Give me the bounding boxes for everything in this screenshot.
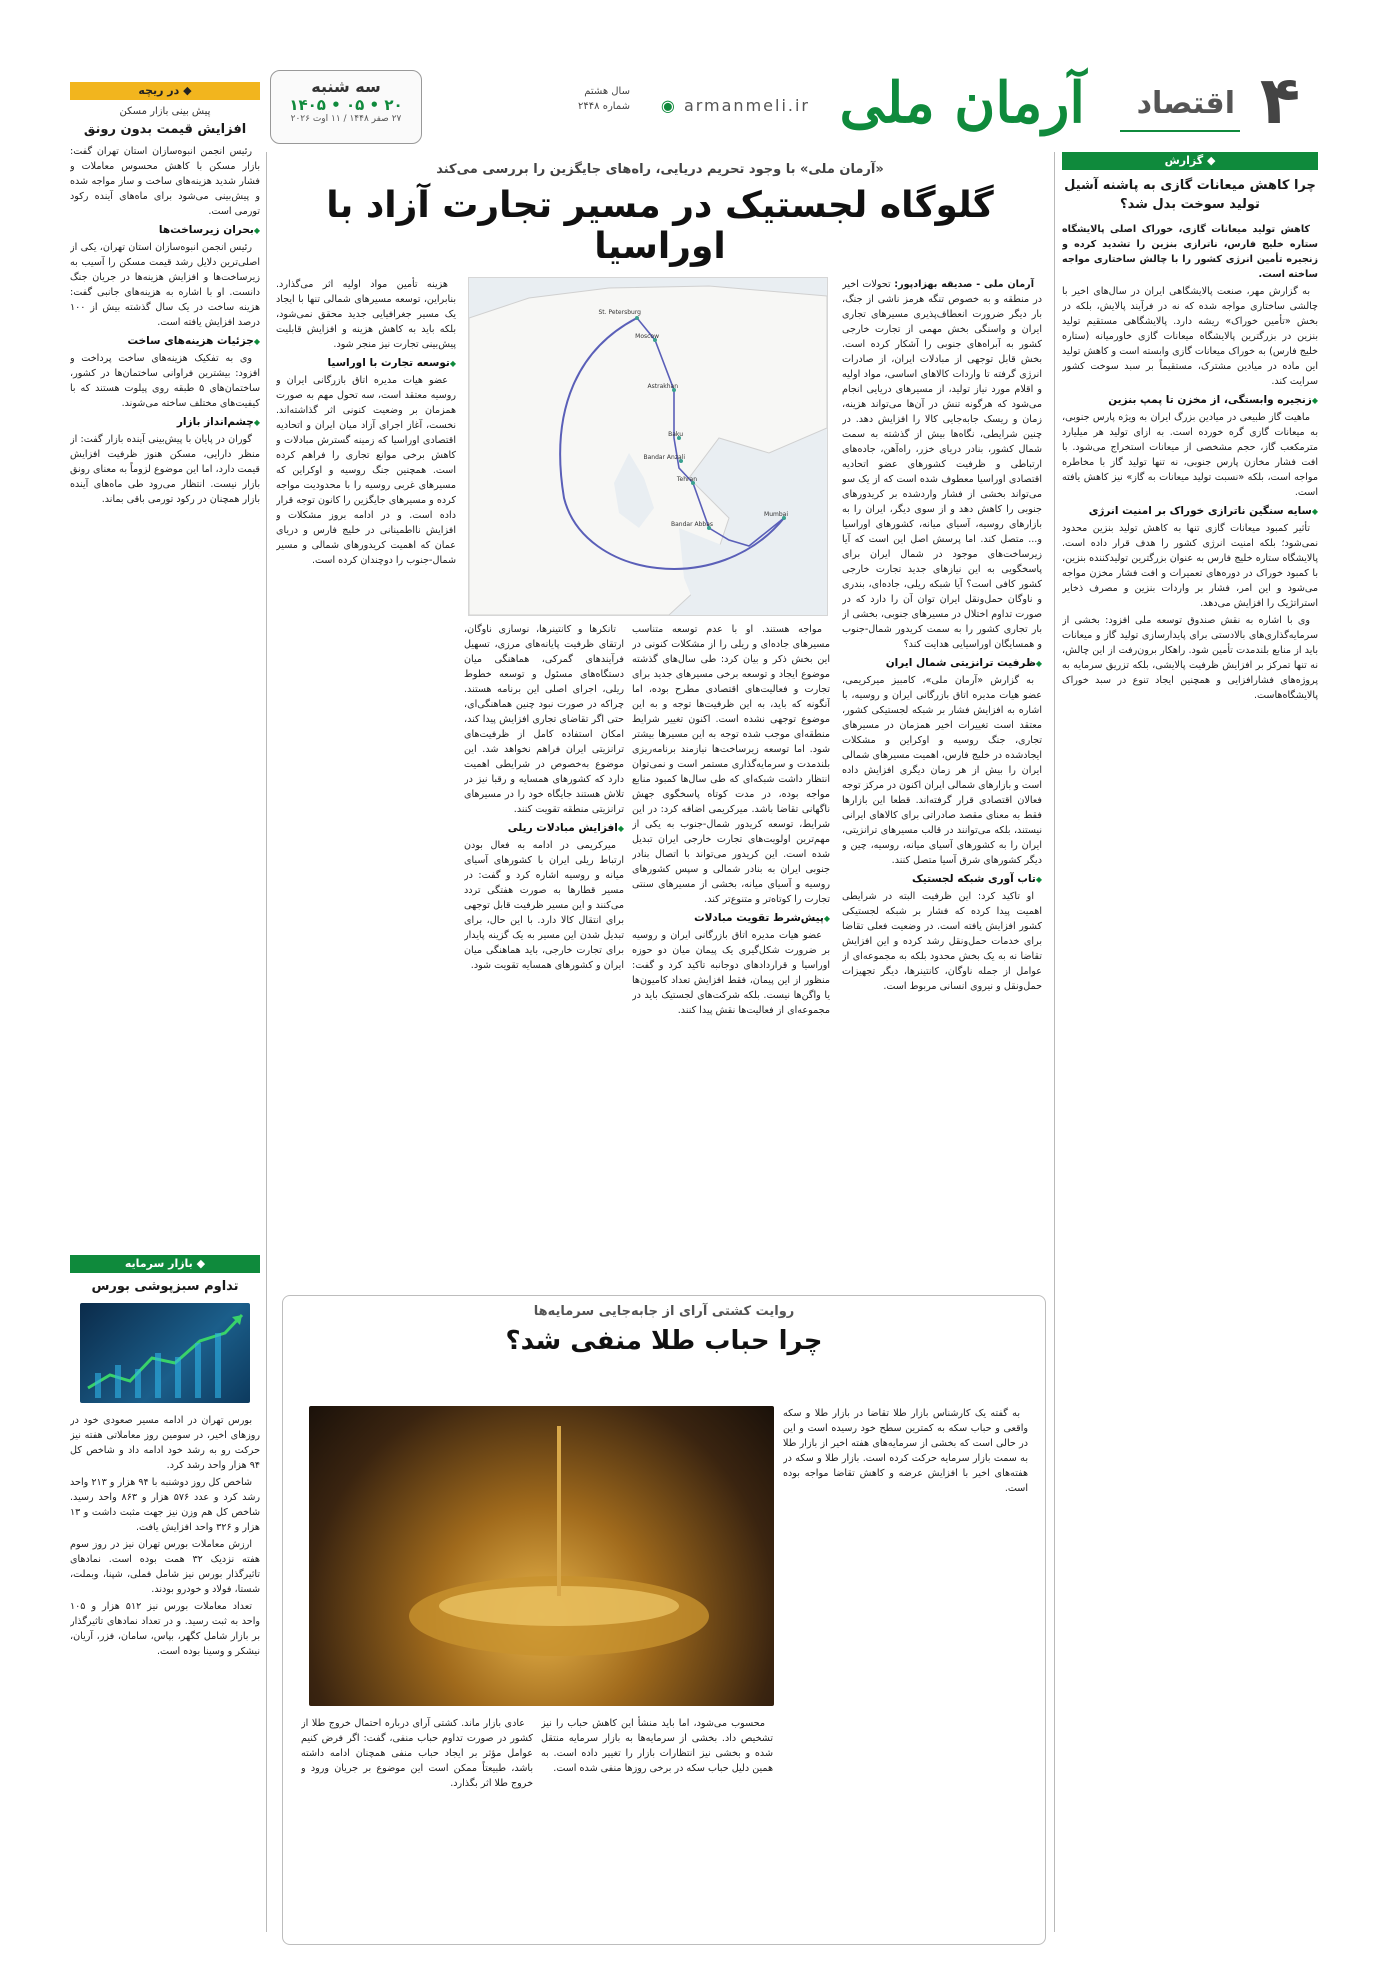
scale-icon: [309, 1406, 774, 1706]
report-tag: ◆ گزارش: [1062, 152, 1318, 170]
map-graphic: [469, 278, 827, 615]
subhead-capacity: ◆ ظرفیت ترانزیتی شمال ایران: [842, 656, 1042, 671]
article-column-4: هزینه تأمین مواد اولیه اثر می‌گذارد. بنابراین، توسعه مسیرهای شمالی تنها با ایجاد یک مسیر جغرافیایی جدید محقق نمی‌شود، بلکه باید به کاهش هزینه و افزایش قابلیت پیش‌بینی تجارت نیز منجر شود. ◆ توسعه تجارت با اوراسیا عضو هیات مدیره اتاق بازرگانی ایران و روسیه معتقد است، سه تحول مهم به صورت همزمان بر وضعیت کنونی اثر گذاشته‌اند. نخست، آغاز اجرای آزاد میان ایران و اتحادیه اقتصادی اوراسیا که زمینه گسترش مبادلات و کاهش برخی موانع تجاری را فراهم کرده است. همچنین جنگ روسیه و اوکراین که مسیرهای غربی روسیه را با محدودیت مواجه کرده و مسیرهای جایگزین را کانون توجه قرار داده است. و در ادامه بروز مشکلات و افزایش نااطمینانی در خلیج فارس و دریای عمان که اهمیت کریدورهای شمالی و مسیر شمال-جنوب را دوچندان کرده است.: [276, 277, 456, 1285]
gold-headline: چرا حباب طلا منفی شد؟: [505, 1326, 823, 1356]
gold-text-c: عادی بازار ماند. کشتی آرای درباره احتمال خروج طلا از کشور در صورت تداوم حباب منفی، گفت: اگر فرض کنیم عوامل مؤثر بر ایجاد حباب منفی همچنان ادامه داشته باشد، طبیعتاً ممکن است این موضوع بر جریان ورود و خروج طلا اثر بگذارد.: [301, 1718, 533, 1789]
issue-info: سال هشتم شماره ۲۴۴۸: [578, 86, 630, 112]
map-city: Moscow: [635, 333, 659, 340]
route-map: [468, 277, 828, 616]
date-box: [270, 70, 422, 144]
date-other: ۲۷ صفر ۱۴۴۸ / ۱۱ اوت ۲۰۲۶: [290, 114, 402, 124]
map-city: Tehran: [676, 476, 697, 483]
map-city: Mumbai: [764, 511, 788, 518]
gold-text-a: به گفته یک کارشناس بازار طلا تقاضا در بازار طلا و سکه واقعی و حباب سکه به کمترین سطح خود رسیده است و این در حالی است که بخشی از سرمایه‌های هفته اخیر از بازار طلا به سمت بازار سرمایه حرکت کرده است. بازار طلا و سکه در هفته‌های اخیر با افزایش عرضه و کاهش تقاضا مواجه بوده است.: [783, 1408, 1028, 1494]
news-kicker: پیش بینی بازار مسکن: [119, 106, 211, 117]
bourse-panel: [70, 1255, 260, 1935]
globe-icon: ◉: [660, 96, 677, 115]
news-tag: ◆ در ریچه: [70, 82, 260, 100]
news-headline: افزایش قیمت بدون رونق: [83, 122, 247, 137]
subhead-road: ◆ پیش‌شرط تقویت مبادلات: [632, 911, 830, 926]
bourse-body: بورس تهران در ادامه مسیر صعودی خود در روزهای اخیر، در سومین روز معاملاتی هفته نیز حرکت رو به رشد خود ادامه داد و شاخص کل ۹۴ هزار واحد رشد کرد. شاخص کل روز دوشنبه با ۹۴ هزار و ۲۱۳ واحد رشد کرد و عدد ۵۷۶ هزار و ۸۶۳ واحد رسید. شاخص کل هم وزن نیز جهت مثبت داشت و ۱۳ هزار و ۳۲۶ واحد افزایش یافت. ارزش معاملات بورس تهران نیز در روز سوم هفته نزدیک ۳۲ همت بوده است. نمادهای تاثیرگذار بورس نیز شامل فملی، شپنا، وبملت، شستا، فولاد و خودرو بودند. تعداد معاملات بورس نیز ۵۱۲ هزار و ۱۰۵ واحد به ثبت رسید. و در تعداد نمادهای تاثیرگذار بر بازار شامل کگهر، بپاس، سامان، فزر، آریان، نیشکر و وسینا بوده است.: [70, 1415, 260, 1657]
map-city: Astrakhan: [647, 383, 678, 390]
gold-text-b: محسوب می‌شود، اما باید منشأ این کاهش حباب را نیز تشخیص داد. بخشی از سرمایه‌ها به بازار سرمایه منتقل شده و بخشی نیز انتظارات بازار را تغییر داده است. به همین دلیل حباب سکه در برخی روزها منفی شده است.: [541, 1718, 773, 1774]
date-persian: ۲۰ • ۰۵ • ۱۴۰۵: [289, 96, 403, 114]
report-panel: [1062, 152, 1318, 1932]
rising-chart-icon: [80, 1303, 250, 1403]
bourse-tag: ◆ بازار سرمایه: [70, 1255, 260, 1273]
diamond-icon: ◆: [192, 1257, 206, 1270]
report-body: کاهش تولید میعانات گازی، خوراک اصلی پالایشگاه ستاره خلیج فارس، ناترازی بنزین را تشدید کرده و زنجیره تأمین انرژی کشور را با چالش ساختاری مواجه ساخته است. به گزارش مهر، صنعت پالایشگاهی ایران در سال‌های اخیر با چالشی ساختاری مواجه شده که نه در فرآیند پالایش، بلکه در بخش «تأمین خوراک» ریشه دارد. پالایشگاهی مستقیم تولید بنزین در بزرگترین پالایشگاه میعانات گازی خاورمیانه (ستاره خلیج فارس) به خوراک میعانات گازی وابسته است و کاهش تولید این ماده در میادین مشترک، مستقیماً بر سبد سوخت کشور سرایت کند. ◆ زنجیره وابستگی، از مخزن تا پمپ بنزین ماهیت گاز طبیعی در میادین بزرگ ایران به ویژه پارس جنوبی، به میعانات گازی گره خورده است. به ازای تولید هر میلیارد مترمکعب گاز، حجم مشخصی از میعانات استخراج می‌شود. با افت فشار مخازن پارس جنوبی، نه تنها تولید گاز با مخاطره مواجه است، بلکه «نسبت تولید میعانات به گاز» نیز کاهش یافته است. ◆ سایه سنگین ناترازی خوراک بر امنیت انرژی تأثیر کمبود میعانات گازی تنها به کاهش تولید بنزین محدود نمی‌شود؛ بلکه امنیت انرژی کشور را هدف قرار داده است. پالایشگاه ستاره خلیج فارس به عنوان بزرگترین تولیدکننده بنزین، با کمبود خوراک در دوره‌های تعمیرات و افت فشار مخزن مواجه می‌شود و این امر، فشار بر واردات بنزین و مصرف ذخایر استراتژیک را افزایش می‌دهد. وی با اشاره به نقش صندوق توسعه ملی افزود: بخشی از سرمایه‌گذاری‌های بالادستی برای پایدارسازی تولید گاز و میعانات باید از منابع بلندمدت تأمین شود. راهکار برون‌رفت از این چالش، نه تنها تمرکز بر افزایش ظرفیت پالایشی، بلکه تزریق سرمایه به پروژه‌های فشارافزایی و همچنین ایجاد تنوع در سبد خوراک پالایشگاه‌هاست.: [1062, 222, 1318, 1922]
gold-story-box: [282, 1295, 1046, 1945]
section-title: اقتصاد: [1136, 86, 1235, 121]
main-headline: گلوگاه لجستیک در مسیر تجارت آزاد با اوراسیا: [326, 185, 994, 267]
diamond-icon: ◆: [179, 84, 192, 97]
bourse-headline: تداوم سبزپوشی بورس: [91, 1279, 239, 1294]
subhead-logistics: ◆ تاب آوری شبکه لجستیک: [842, 872, 1042, 887]
subhead-trade: ◆ توسعه تجارت با اوراسیا: [276, 356, 456, 371]
main-kicker: «آرمان ملی» با وجود تحریم دریایی، راه‌های جایگزین را بررسی می‌کند: [436, 162, 884, 177]
divider-left: [266, 152, 267, 1932]
gold-scale-photo: [309, 1406, 774, 1706]
divider-right: [1054, 152, 1055, 1932]
subhead-rail: ◆ افزایش مبادلات ریلی: [464, 821, 624, 836]
report-headline: چرا کاهش میعانات گازی به پاشنه آشیل تولید سوخت بدل شد؟: [1064, 178, 1316, 212]
weekday: سه شنبه: [311, 77, 381, 96]
masthead: [270, 62, 1320, 150]
section-underline: [1120, 130, 1240, 132]
map-city: Baku: [668, 431, 683, 438]
article-column-2: مواجه هستند. او با عدم توسعه متناسب مسیرهای جاده‌ای و ریلی را از مشکلات کنونی در این بخش ذکر و بیان کرد: طی سال‌های گذشته موضوع ایجاد و توسعه برخی مسیرهای جدید برای تجارت و فعالیت‌های اقتصادی مطرح بوده، اما آنگونه که باید، به این ظرفیت‌ها توجه و به این موضوع توجهی نشده است. اکنون تغییر شرایط منطقه‌ای موجب شده توجه به این مسیرها بیشتر شود. اما توسعه زیرساخت‌ها نیازمند برنامه‌ریزی بلندمدت و سرمایه‌گذاری مستمر است و نمی‌توان انتظار داشت شبکه‌ای که طی سال‌ها کمبود منابع مواجه بوده، در مدت کوتاه پاسخگوی جهش ناگهانی تقاضا باشد. میرکریمی اضافه کرد: در این شرایط، توسعه کریدور شمال-جنوب به یکی از مهم‌ترین اولویت‌های تجارت خارجی ایران تبدیل شده است. این کریدور می‌تواند با اتصال بنادر جنوبی ایران به بنادر شمالی و سپس کشورهای روسیه و آسیای میانه، بخشی از مسیرهای سنتی تجارت را کوتاه‌تر و متنوع‌تر کند. ◆ پیش‌شرط تقویت مبادلات عضو هیات مدیره اتاق بازرگانی ایران و روسیه بر ضرورت شکل‌گیری یک پیمان میان دو حوزه اوراسیا و قراردادهای دوجانبه تاکید کرد و گفت: منظور از این پیمان، فقط افزایش تعداد کامیون‌ها یا واگن‌ها نیست. بلکه شرکت‌های لجستیک باید در مجموعه‌ای از فعالیت‌ها نقش پیدا کنند.: [632, 622, 830, 1285]
logo: آرمان ملی: [839, 70, 1085, 136]
website[interactable]: ◉ armanmeli.ir: [660, 96, 810, 115]
gold-kicker: روایت کشتی آرای از جابه‌جایی سرمایه‌ها: [533, 1304, 795, 1319]
article-column-1: آرمان ملی - صدیقه بهزادپور: تحولات اخیر در منطقه و به خصوص تنگه هرمز ناشی از جنگ، بار دیگر ضرورت انعطاف‌پذیری مسیرهای تجاری ایران و واسنگی بخش مهمی از تجارت خارجی کشور به آبراه‌های جنوبی را آشکار کرده است. بخش قابل توجهی از مبادلات ایران، از صادرات انرژی گرفته تا واردات کالاهای اساسی، مواد اولیه و اقلام مورد نیاز تولید، از مسیرهای دریایی انجام می‌شود که هرگونه تنش در آن‌ها می‌تواند هزینه، زمان و ریسک جابه‌جایی کالا را افزایش دهد. در چنین شرایطی، نگاه‌ها بیش از گذشته به سمت شمال کشور، بنادر دریای خزر، راه‌آهن، جاده‌های ارتباطی و ظرفیت کشورهای عضو اتحادیه اقتصادی اوراسیا معطوف شده است که از یک سو می‌تواند بخشی از فشار واردشده بر کریدورهای جنوبی را کاهش دهد و از سوی دیگر، ایران را به بازارهای روسیه، آسیای میانه، کشورهای اوراسیا و... متصل کند. اما پرسش اصل این است که آیا زیرساخت‌های موجود در شمال ایران برای پاسخگویی به این نیازهای جدید تجارت خارجی کشور کافی است؟ آیا شبکه ریلی، جاده‌ای، بندری و ناوگان حمل‌ونقل ایران توان آن را دارد که در صورت تداوم اختلال در مسیرهای جنوبی، بخشی از بار تجاری کشور را به سمت کریدور شمال-جنوب و همسایگان اوراسیایی هدایت کند؟ ◆ ظرفیت ترانزیتی شمال ایران به گزارش «آرمان ملی»، کامبیز میرکریمی، عضو هیات مدیره اتاق بازرگانی ایران و روسیه، با اشاره به افزایش فشار بر شبکه لجستیکی کشور، معتقد است تغییرات اخیر همزمان در مسیرهای تجاری، جنگ روسیه و اوکراین و مشکلات ایجادشده در خلیج فارس، اهمیت مسیرهای شمالی ایران را بیش از هر زمان دیگری افزایش داده است و بازارهای شمالی ایران اکنون در مرکز توجه فعالان اقتصادی قرار گرفته‌اند. قطعا این بازارها فقط به معنای مقصد صادراتی برای کالاهای ایرانی نیستند، بلکه می‌توانند در قالب مسیرهای ترانزیتی، ایران را به کشورهای آسیای میانه، روسیه، چین و دیگر کشورهای شرق آسیا متصل کنند. ◆ تاب آوری شبکه لجستیک او تاکید کرد: این ظرفیت البته در شرایطی اهمیت پیدا کرده که فشار بر شبکه لجستیکی کشور افزایش یافته است. در وضعیت فعلی تقاضا برای خدمات حمل‌ونقل رشد کرده و این افزایش تقاضا نه به یک بخش محدود بلکه به مجموعه‌ای از عوامل از جمله ناوگان، کانتینرها، دیگر تجهیزات حمل‌ونقل و نیروی انسانی مربوط است.: [842, 277, 1042, 1285]
map-city: Bandar Abbas: [671, 521, 713, 528]
news-panel: [70, 82, 260, 1242]
diamond-icon: ◆: [1203, 154, 1216, 167]
page-number: ۴: [1259, 62, 1301, 139]
bourse-photo: [80, 1303, 250, 1403]
map-city: St. Petersburg: [598, 309, 641, 316]
news-body: رئیس انجمن انبوه‌سازان استان تهران گفت: بازار مسکن با کاهش محسوس معاملات و فشار شدید هزینه‌های ساخت و ساز مواجه شده و پیش‌بینی می‌شود برای ماه‌های آینده رکود تورمی است. ◆ بحران زیرساخت‌ها رئیس انجمن انبوه‌سازان استان تهران، یکی از اصلی‌ترین دلایل رشد قیمت مسکن را آسیب به زیرساخت‌ها و افزایش هزینه‌ها در جریان جنگ دانست. او با اشاره به هزینه‌های جانبی گفت: هزینه ساخت در یک سال گذشته بیش از ۱۰۰ درصد افزایش یافته است. ◆ جزئیات هزینه‌های ساخت وی به تفکیک هزینه‌های ساخت پرداخت و افزود: بیشترین فراوانی ساختمان‌ها در کشور، ساختمان‌های ۵ طبقه روی پیلوت هستند که با کیفیت‌های مختلف ساخته می‌شوند. ◆ چشم‌انداز بازار گوران در پایان با پیش‌بینی آینده بازار گفت: از منظر دارایی، مسکن هنوز ظرفیت افزایش قیمت دارد، اما این موضوع لزوماً به معنای رونق بازار نیست. انتظار می‌رود طی ماه‌های آینده بازار همچنان در رکود تورمی باقی بماند.: [70, 144, 260, 1234]
map-city: Bandar Anzali: [643, 454, 685, 461]
byline: آرمان ملی - صدیقه بهزادپور:: [894, 279, 1034, 290]
article-column-3: تانکرها و کانتینرها، نوسازی ناوگان، ارتقای ظرفیت پایانه‌های مرزی، تسهیل فرآیندهای گمرکی، هماهنگی میان دستگاه‌های مسئول و توسعه خطوط ریلی، اجرای اصلی این برنامه هستند. چراکه در صورت نبود چنین هماهنگی‌ای، حتی اگر تقاضای تجاری افزایش پیدا کند، امکان استفاده کامل از ظرفیت‌های ترانزیتی ایران فراهم نخواهد شد. این موضوع به‌خصوص در شرایطی اهمیت دارد که کشورهای همسایه و رقبا نیز در تلاش هستند جایگاه خود را در مسیرهای ترانزیتی منطقه تقویت کنند. ◆ افزایش مبادلات ریلی میرکریمی در ادامه به فعال بودن ارتباط ریلی ایران با کشورهای آسیای میانه و روسیه اشاره کرد و گفت: در مسیر قطارها به صورت هفتگی تردد می‌کنند و این مسیر ظرفیت قابل توجهی برای انتقال کالا دارد. با این حال، برای تبدیل شدن این مسیر به یک گزینه پایدار برای تجارت خارجی، باید هماهنگی میان ایران و کشورهای همسایه تقویت شود.: [464, 622, 624, 1285]
